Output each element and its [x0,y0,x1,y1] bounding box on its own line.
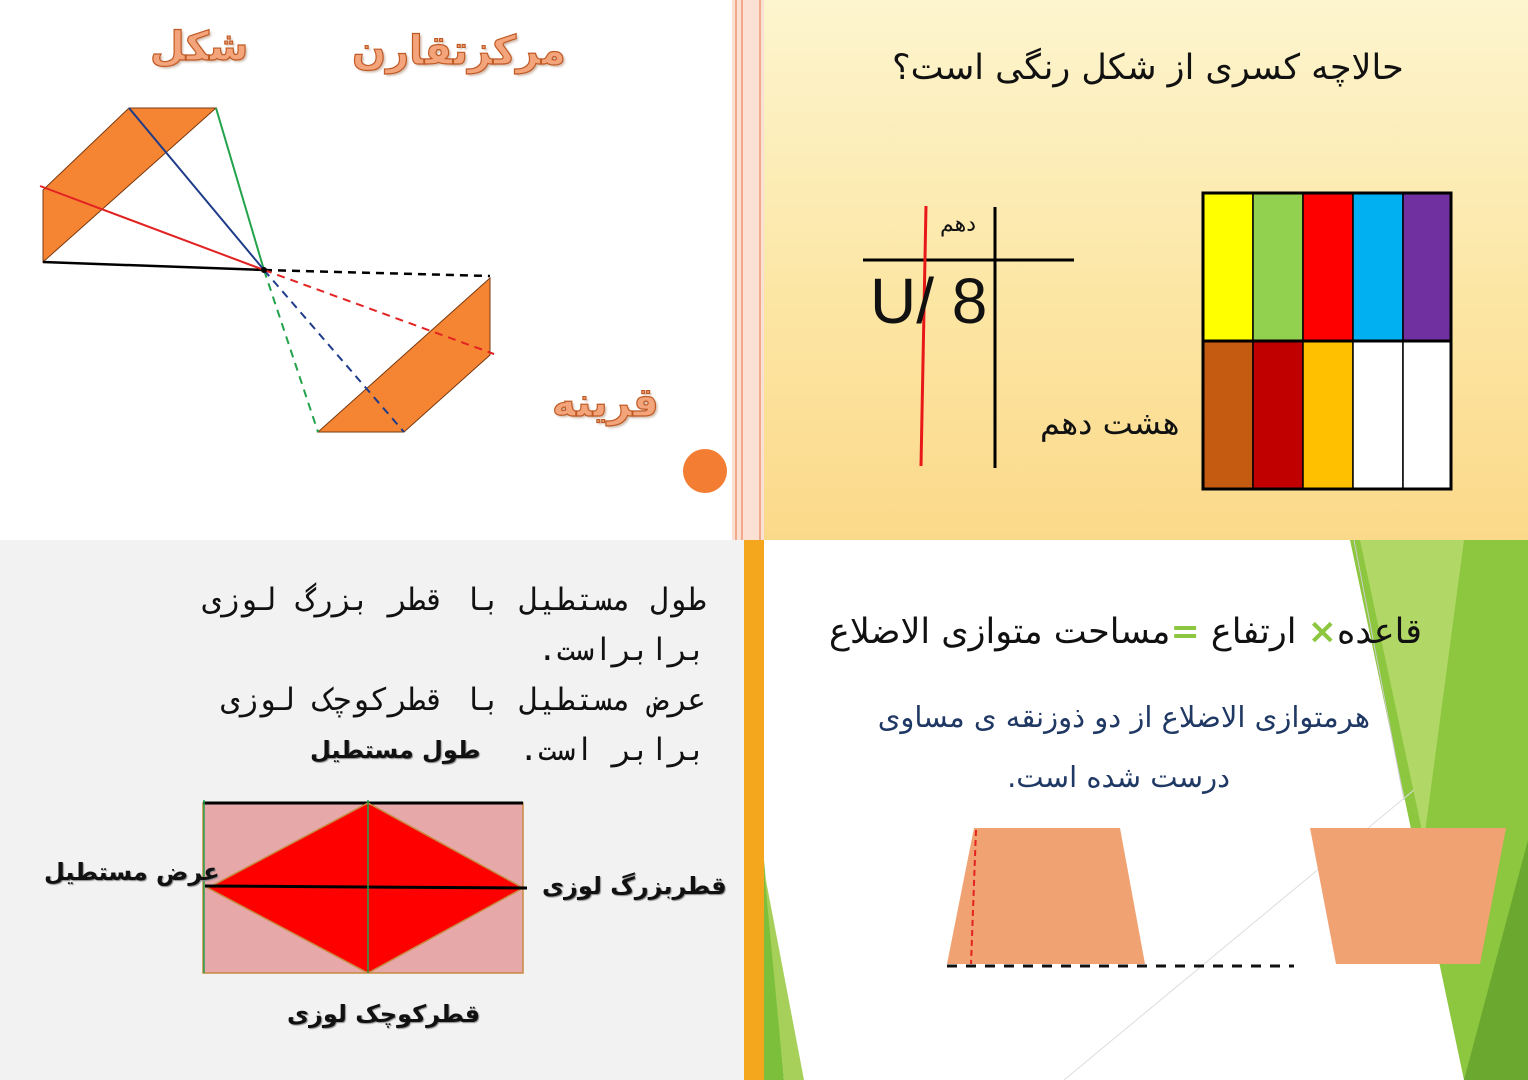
label-big-diagonal: قطربزرگ لوزی [542,872,727,900]
formula-height: ارتفاع [1210,612,1297,652]
grid-cell [1403,341,1451,489]
sentence-line: هرمتوازی الاضلاع از دو ذوزنقه ی مساوی [877,700,1370,734]
question-heading: حالاچه کسری از شکل رنگی است؟ [892,48,1404,88]
dashed-edge [264,270,490,276]
slide-center-symmetry [0,0,764,540]
grid-cell [1353,193,1403,341]
formula-area: مساحت متوازی الاضلاع [828,612,1171,652]
trapezoid-left [947,828,1145,964]
grid-cell [1253,341,1303,489]
slide-parallelogram-area [764,540,1528,1080]
equals-icon: = [1170,612,1200,652]
grid-cell [1403,193,1451,341]
paragraph-line: برابر است. [519,732,706,768]
rhombus-figure [0,540,764,1080]
symmetry-figure [0,0,764,540]
label-rect-width: عرض مستطیل [44,858,220,886]
slide-rhombus-rectangle [0,540,764,1080]
big-diagonal [205,886,527,888]
grid-cell [1353,341,1403,489]
decor-dot [683,449,727,493]
grid-cell [1303,341,1353,489]
green-ray [216,108,264,270]
formula-base: قاعده [1337,612,1422,652]
trapezoid-right [1310,828,1506,964]
sentence-line: درست شده است. [1007,760,1230,794]
grid-cell [1303,193,1353,341]
green-dashed-ray [264,270,318,432]
original-shape [43,108,216,262]
paragraph-line: طول مستطیل با قطر بزرگ لوزی [202,582,706,618]
edge-line [43,262,264,270]
slide-fraction [764,0,1528,540]
title-shape: شکل [150,24,249,70]
label-rect-length: طول مستطیل [310,736,481,764]
label-small-diagonal: قطرکوچک لوزی [287,1000,481,1028]
times-icon: × [1307,612,1337,652]
paragraph-line: عرض مستطیل با قطرکوچک لوزی [220,682,706,718]
color-grid [1203,193,1451,489]
center-point [261,267,267,273]
grid-cell [1203,193,1253,341]
answer-words: هشت دهم [1040,404,1180,442]
title-center-symmetry: مرکزتقارن [352,28,566,74]
label-symmetric: قرینه [552,380,659,426]
symmetric-shape [318,278,490,432]
grid-cell [1253,193,1303,341]
area-formula [829,612,1422,652]
grid-cell [1203,341,1253,489]
paragraph-line: برابراست. [538,632,706,668]
tenths-header: دهم [940,212,977,237]
written-number: U/ 8 [870,265,988,337]
